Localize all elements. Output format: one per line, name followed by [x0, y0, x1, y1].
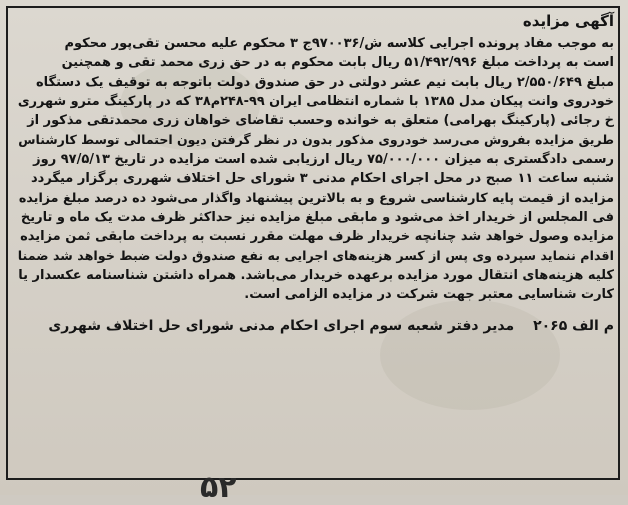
reference-code: م الف ۲۰۶۵	[533, 318, 614, 335]
body-line: کلیه هزینه‌های انتقال مورد مزایده برعهده خریدار می‌باشد. همراه داشتن شناسنامه عکسدار یا	[18, 267, 614, 283]
signatory: مدیر دفتر شعبه سوم اجرای احکام مدنی شورای حل اختلاف شهرری	[48, 318, 515, 335]
body-line: رسمی دادگستری به میزان ۷۵/۰۰۰/۰۰۰ ریال ارزیابی شده است مزایده در تاریخ ۹۷/۵/۱۳ روز	[33, 151, 614, 167]
next-notice-fragment	[0, 470, 628, 505]
auction-notice	[16, 10, 614, 336]
body-line: مبلغ ۲/۵۵۰/۶۴۹ ریال بابت نیم عشر دولتی در حق صندوق دولت باتوجه به توقیف یک دستگاه	[35, 74, 614, 90]
body-line: فی المجلس از خریدار اخذ می‌شود و مابقی مبلغ مزایده نیز حداکثر ظرف مدت یک ماه و تاریخ	[20, 209, 614, 225]
notice-footer	[16, 316, 614, 336]
body-line: مزایده وصول خواهد شد چنانچه خریدار ظرف مهلت مقرر نسبت به پرداخت مابقی ثمن مزایده	[20, 228, 614, 244]
body-line: اقدام ننماید سپرده وی پس از کسر هزینه‌های اجرایی به نفع صندوق دولت ضبط خواهد شد ضمنا	[17, 248, 614, 264]
body-line: شنبه ساعت ۱۱ صبح در محل اجرای احکام مدنی ۳ شورای حل اختلاف شهرری برگزار میگردد	[31, 171, 614, 187]
body-line: به موجب مفاد پرونده اجرایی کلاسه ش/۹۷۰۰۳۶ج ۳ محکوم علیه محسن تقی‌پور محکوم	[64, 36, 614, 51]
cut-off-digits: ۵۲	[200, 470, 237, 505]
body-line: طریق مزایده بفروش می‌رسد خودروی مذکور بدون در نظر گرفتن دیون احتمالی توسط کارشناس	[18, 132, 614, 148]
body-line: است به پرداخت مبلغ ۵۱/۴۹۲/۹۹۶ ریال بابت محکوم به در حق زری محمد تقی و همچنین	[61, 55, 614, 71]
body-line: کارت شناسایی معتبر جهت شرکت در مزایده الزامی است.	[244, 286, 614, 302]
notice-title: آگهی مزایده	[522, 12, 614, 30]
notice-body	[16, 34, 614, 304]
body-line: مزایده از قیمت پایه کارشناسی شروع و به بالاترین پیشنهاد واگذار می‌شود ده درصد مبلغ مزایده	[18, 190, 614, 206]
body-line: خ رجائی (پارکینگ بهرامی) متعلق به خوانده وحسب تقاضای خواهان زری محمدتقی مذکور از	[27, 113, 614, 129]
body-line: خودروی وانت پیکان مدل ۱۳۸۵ با شماره انتظامی ایران ۹۹-۲۴۸م۳۸ که در پارکینگ مترو شهرری	[17, 93, 614, 109]
